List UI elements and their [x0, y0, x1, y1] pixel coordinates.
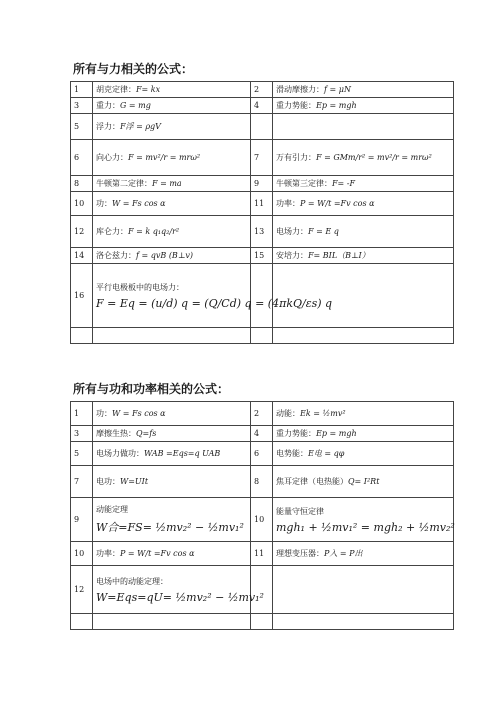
formula-label: 胡克定律：: [96, 85, 136, 94]
formula-label: 牛顿第二定律：: [96, 179, 152, 188]
formula-expression: Ep = mgh: [316, 429, 357, 438]
table-row: [71, 216, 454, 248]
formula-label: 电势能：: [276, 449, 308, 458]
formula-label: 功率：: [276, 199, 300, 208]
section-heading-work-power: 所有与功和功率相关的公式：: [73, 382, 230, 396]
formula-number: [71, 614, 93, 630]
formula-cell: [273, 114, 454, 140]
formula-cell: [93, 140, 251, 176]
formula-cell: [93, 98, 251, 114]
formula-cell: [273, 82, 454, 98]
formula-label: 能量守恒定律: [276, 506, 324, 516]
formula-number: [251, 264, 273, 328]
formula-number: 12: [71, 216, 93, 248]
formula-expression: P = W/t =Fv cos α: [120, 549, 195, 558]
table-row: [71, 614, 454, 630]
formula-cell: [93, 264, 333, 328]
formula-number: 16: [71, 264, 93, 328]
table-row: [71, 140, 454, 176]
formula-cell: [273, 176, 454, 192]
formula-number: 15: [251, 248, 273, 264]
formula-label: 重力势能：: [276, 429, 316, 438]
formula-label: 重力：: [96, 101, 120, 110]
formula-expression: G = mg: [120, 101, 151, 110]
formula-cell: [93, 328, 251, 344]
formula-cell: [93, 192, 251, 216]
formula-cell: [93, 442, 251, 466]
formula-cell: [273, 498, 454, 542]
formula-label: 电场中的动能定理：: [96, 576, 168, 586]
formula-number: 9: [251, 176, 273, 192]
formula-expression: P入 = P出: [324, 549, 363, 558]
formula-number: 7: [251, 140, 273, 176]
formula-label: 滑动摩擦力：: [276, 85, 324, 94]
formula-number: 1: [71, 82, 93, 98]
formula-number: 12: [71, 566, 93, 614]
formula-expression: F= kx: [136, 85, 161, 94]
formula-label: 理想变压器：: [276, 549, 324, 558]
formula-label: 万有引力：: [276, 153, 316, 162]
formula-expression: P = W/t =Fv cos α: [300, 199, 375, 208]
formula-label: 电功：: [96, 477, 120, 486]
formula-number: 10: [71, 542, 93, 566]
formula-number: 2: [251, 402, 273, 426]
formula-cell: [273, 192, 454, 216]
formula-label: 电场力做功：: [96, 449, 144, 458]
table-row: [71, 542, 454, 566]
formula-cell: [93, 248, 251, 264]
formula-cell: [273, 442, 454, 466]
formula-cell: [93, 176, 251, 192]
formula-number: 11: [251, 192, 273, 216]
table-row: [71, 248, 454, 264]
formula-number: [71, 328, 93, 344]
formula-number: [251, 328, 273, 344]
table-row: [71, 498, 454, 542]
table-row: [71, 328, 454, 344]
formula-number: 13: [251, 216, 273, 248]
formula-number: 10: [251, 498, 273, 542]
formula-label: 洛仑兹力：: [96, 251, 136, 260]
table-row: [71, 264, 454, 328]
formula-expression: F浮 = ρgV: [120, 122, 161, 131]
formula-label: 向心力：: [96, 153, 128, 162]
formula-label: 功：: [96, 409, 112, 418]
formula-cell: [93, 498, 251, 542]
formula-number: [251, 566, 273, 614]
formula-cell: [273, 98, 454, 114]
formula-expression: Ep = mgh: [316, 101, 357, 110]
formula-cell: [273, 140, 454, 176]
formula-expression: f = μN: [324, 85, 351, 94]
formula-cell: [273, 614, 454, 630]
table-row: [71, 98, 454, 114]
formula-number: 2: [251, 82, 273, 98]
formula-label: 动能定理: [96, 505, 128, 514]
formula-cell: [93, 426, 251, 442]
formula-expression: mgh₁ + ½mv₁² = mgh₂ + ½mv₂²: [276, 520, 455, 534]
formula-expression: Q= I²Rt: [348, 477, 380, 486]
formula-cell: [93, 614, 251, 630]
formula-label: 牛顿第三定律：: [276, 179, 332, 188]
formula-cell: [273, 248, 454, 264]
formula-number: 11: [251, 542, 273, 566]
force-formula-table: [70, 81, 454, 344]
table-row: [71, 402, 454, 426]
section-heading-force: 所有与力相关的公式：: [73, 62, 194, 76]
formula-expression: F= BIL（B⊥I）: [308, 251, 370, 260]
formula-expression: E电 = qφ: [308, 449, 345, 458]
formula-label: 重力势能：: [276, 101, 316, 110]
formula-number: 1: [71, 402, 93, 426]
formula-label: 焦耳定律（电热能）: [276, 477, 348, 486]
formula-cell: [273, 328, 454, 344]
formula-cell: [273, 216, 454, 248]
formula-expression: W = Fs cos α: [112, 409, 166, 418]
formula-expression: WAB =Eqs=q UAB: [144, 449, 221, 458]
formula-label: 平行电极板中的电场力：: [96, 282, 184, 292]
table-row: [71, 192, 454, 216]
table-row: [71, 466, 454, 498]
formula-number: 6: [251, 442, 273, 466]
formula-number: 3: [71, 426, 93, 442]
formula-number: 10: [71, 192, 93, 216]
formula-number: 3: [71, 98, 93, 114]
formula-number: 8: [71, 176, 93, 192]
formula-expression: W=UIt: [120, 477, 149, 486]
formula-number: 6: [71, 140, 93, 176]
formula-expression: F = k q₁q₂/r²: [128, 227, 180, 236]
formula-expression: W合=FS= ½mv₂² − ½mv₁²: [96, 521, 244, 534]
table-row: [71, 176, 454, 192]
formula-cell: [93, 566, 264, 614]
formula-expression: F = ma: [152, 179, 182, 188]
formula-expression: F = Eq = (u/d) q = (Q/Cd) q = (4πkQ/εs) q: [96, 296, 333, 310]
formula-number: 4: [251, 98, 273, 114]
formula-number: 5: [71, 442, 93, 466]
formula-cell: [273, 566, 454, 614]
formula-cell: [273, 402, 454, 426]
formula-number: [251, 614, 273, 630]
formula-expression: F = GMm/r² = mv²/r = mrω²: [316, 153, 432, 162]
formula-cell: [273, 466, 454, 498]
table-row: [71, 426, 454, 442]
work-power-formula-table: [70, 401, 454, 630]
table-row: [71, 114, 454, 140]
formula-cell: [93, 82, 251, 98]
formula-number: 4: [251, 426, 273, 442]
formula-cell: [93, 216, 251, 248]
table-row: [71, 442, 454, 466]
formula-cell: [273, 426, 454, 442]
formula-cell: [93, 114, 251, 140]
formula-number: 9: [71, 498, 93, 542]
formula-number: 8: [251, 466, 273, 498]
formula-cell: [273, 264, 454, 328]
formula-number: 14: [71, 248, 93, 264]
formula-expression: F = mv²/r = mrω²: [128, 153, 201, 162]
formula-expression: Ek = ½mv²: [300, 409, 346, 418]
formula-cell: [93, 466, 251, 498]
formula-number: 5: [71, 114, 93, 140]
formula-number: [251, 114, 273, 140]
table-row: [71, 82, 454, 98]
formula-expression: Q=fs: [136, 429, 157, 438]
table-row: [71, 566, 454, 614]
formula-cell: [93, 542, 251, 566]
formula-label: 安培力：: [276, 251, 308, 260]
formula-label: 功：: [96, 199, 112, 208]
formula-cell: [93, 402, 251, 426]
formula-expression: f = qvB (B⊥v): [136, 251, 193, 260]
formula-label: 库仑力：: [96, 227, 128, 236]
formula-label: 功率：: [96, 549, 120, 558]
formula-label: 浮力：: [96, 122, 120, 131]
formula-expression: W=Eqs=qU= ½mv₂² − ½mv₁²: [96, 590, 264, 604]
formula-cell: [273, 542, 454, 566]
formula-expression: F= -F: [332, 179, 356, 188]
formula-label: 动能：: [276, 409, 300, 418]
formula-number: 7: [71, 466, 93, 498]
formula-label: 摩擦生热：: [96, 429, 136, 438]
formula-expression: W = Fs cos α: [112, 199, 166, 208]
formula-label: 电场力：: [276, 227, 308, 236]
formula-expression: F = E q: [308, 227, 339, 236]
